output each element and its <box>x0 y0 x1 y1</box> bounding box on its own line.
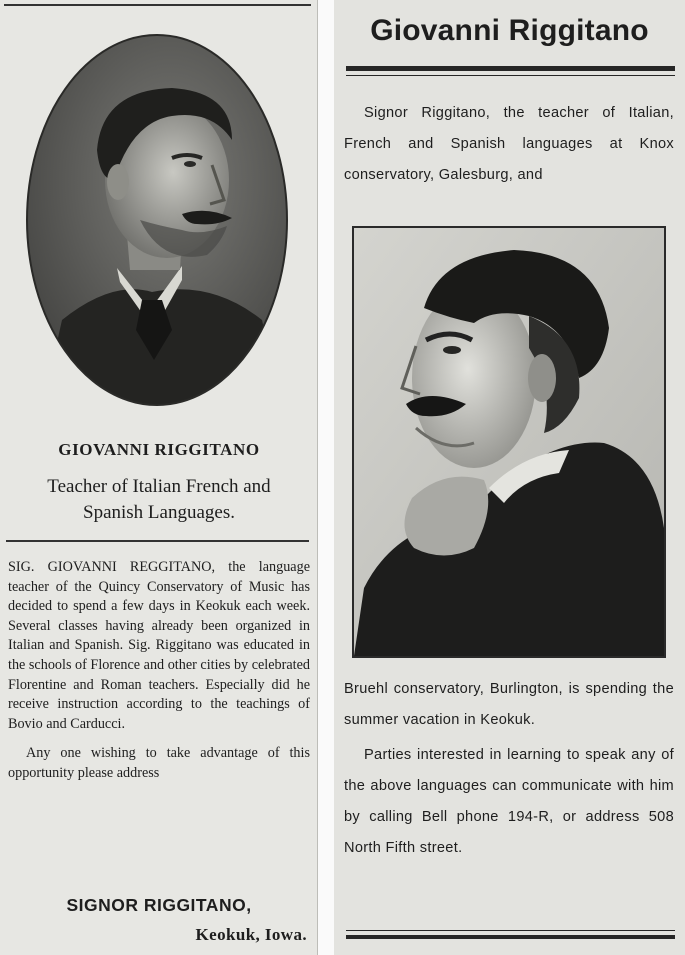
top-rule <box>4 4 311 6</box>
intro-paragraph: Signor Riggitano, the teacher of Italian, French and Spanish languages at Knox conservatory, Galesburg, and <box>344 105 674 183</box>
bottom-rule-thin <box>346 930 675 931</box>
section-rule <box>6 540 309 542</box>
name-heading: GIOVANNI RIGGITANO <box>58 440 260 459</box>
left-newspaper-clipping <box>0 0 318 955</box>
title-rule-thick <box>346 66 675 71</box>
clipping-gutter <box>318 0 334 955</box>
subheading-line-2: Spanish Languages. <box>83 502 235 523</box>
right-newspaper-clipping <box>334 0 685 955</box>
contact-paragraph: Parties interested in learning to speak any of the above languages can communicate with him by calling Bell phone 194-R, or address 508 North Fifth street. <box>344 747 674 856</box>
article-title: Giovanni Riggitano <box>370 14 649 47</box>
article-paragraph-1: SIG. GIOVANNI REGGITANO, the language teacher of the Quincy Conservatory of Music has decided to spend a few days in Keokuk each week. Several classes having already been organized in Italian and Spanish. Sig. Riggitano was educated in the schools of Florence and other cities by celebrated Florentine and Roman teachers. Especially did he receive instruction according to the teachings of Bovio and Carducci. <box>8 559 310 732</box>
signature-place: Keokuk, Iowa. <box>195 925 307 944</box>
signature-name: SIGNOR RIGGITANO, <box>66 895 252 915</box>
article-body <box>8 558 310 794</box>
article-paragraph-2: Any one wishing to take advantage of this opportunity please address <box>8 745 310 781</box>
subheading-line-1: Teacher of Italian French and <box>47 476 271 497</box>
subheading <box>0 474 318 526</box>
continued-paragraph: Bruehl conservatory, Burlington, is spending the summer vacation in Keokuk. <box>344 681 674 728</box>
title-rule-thin <box>346 75 675 76</box>
oval-portrait-photo <box>22 30 292 410</box>
continued-text-block <box>344 674 674 864</box>
profile-photo <box>352 226 666 658</box>
bottom-rule-thick <box>346 935 675 939</box>
profile-illustration <box>354 228 664 656</box>
intro-text-block <box>344 98 674 191</box>
portrait-illustration <box>22 30 292 410</box>
